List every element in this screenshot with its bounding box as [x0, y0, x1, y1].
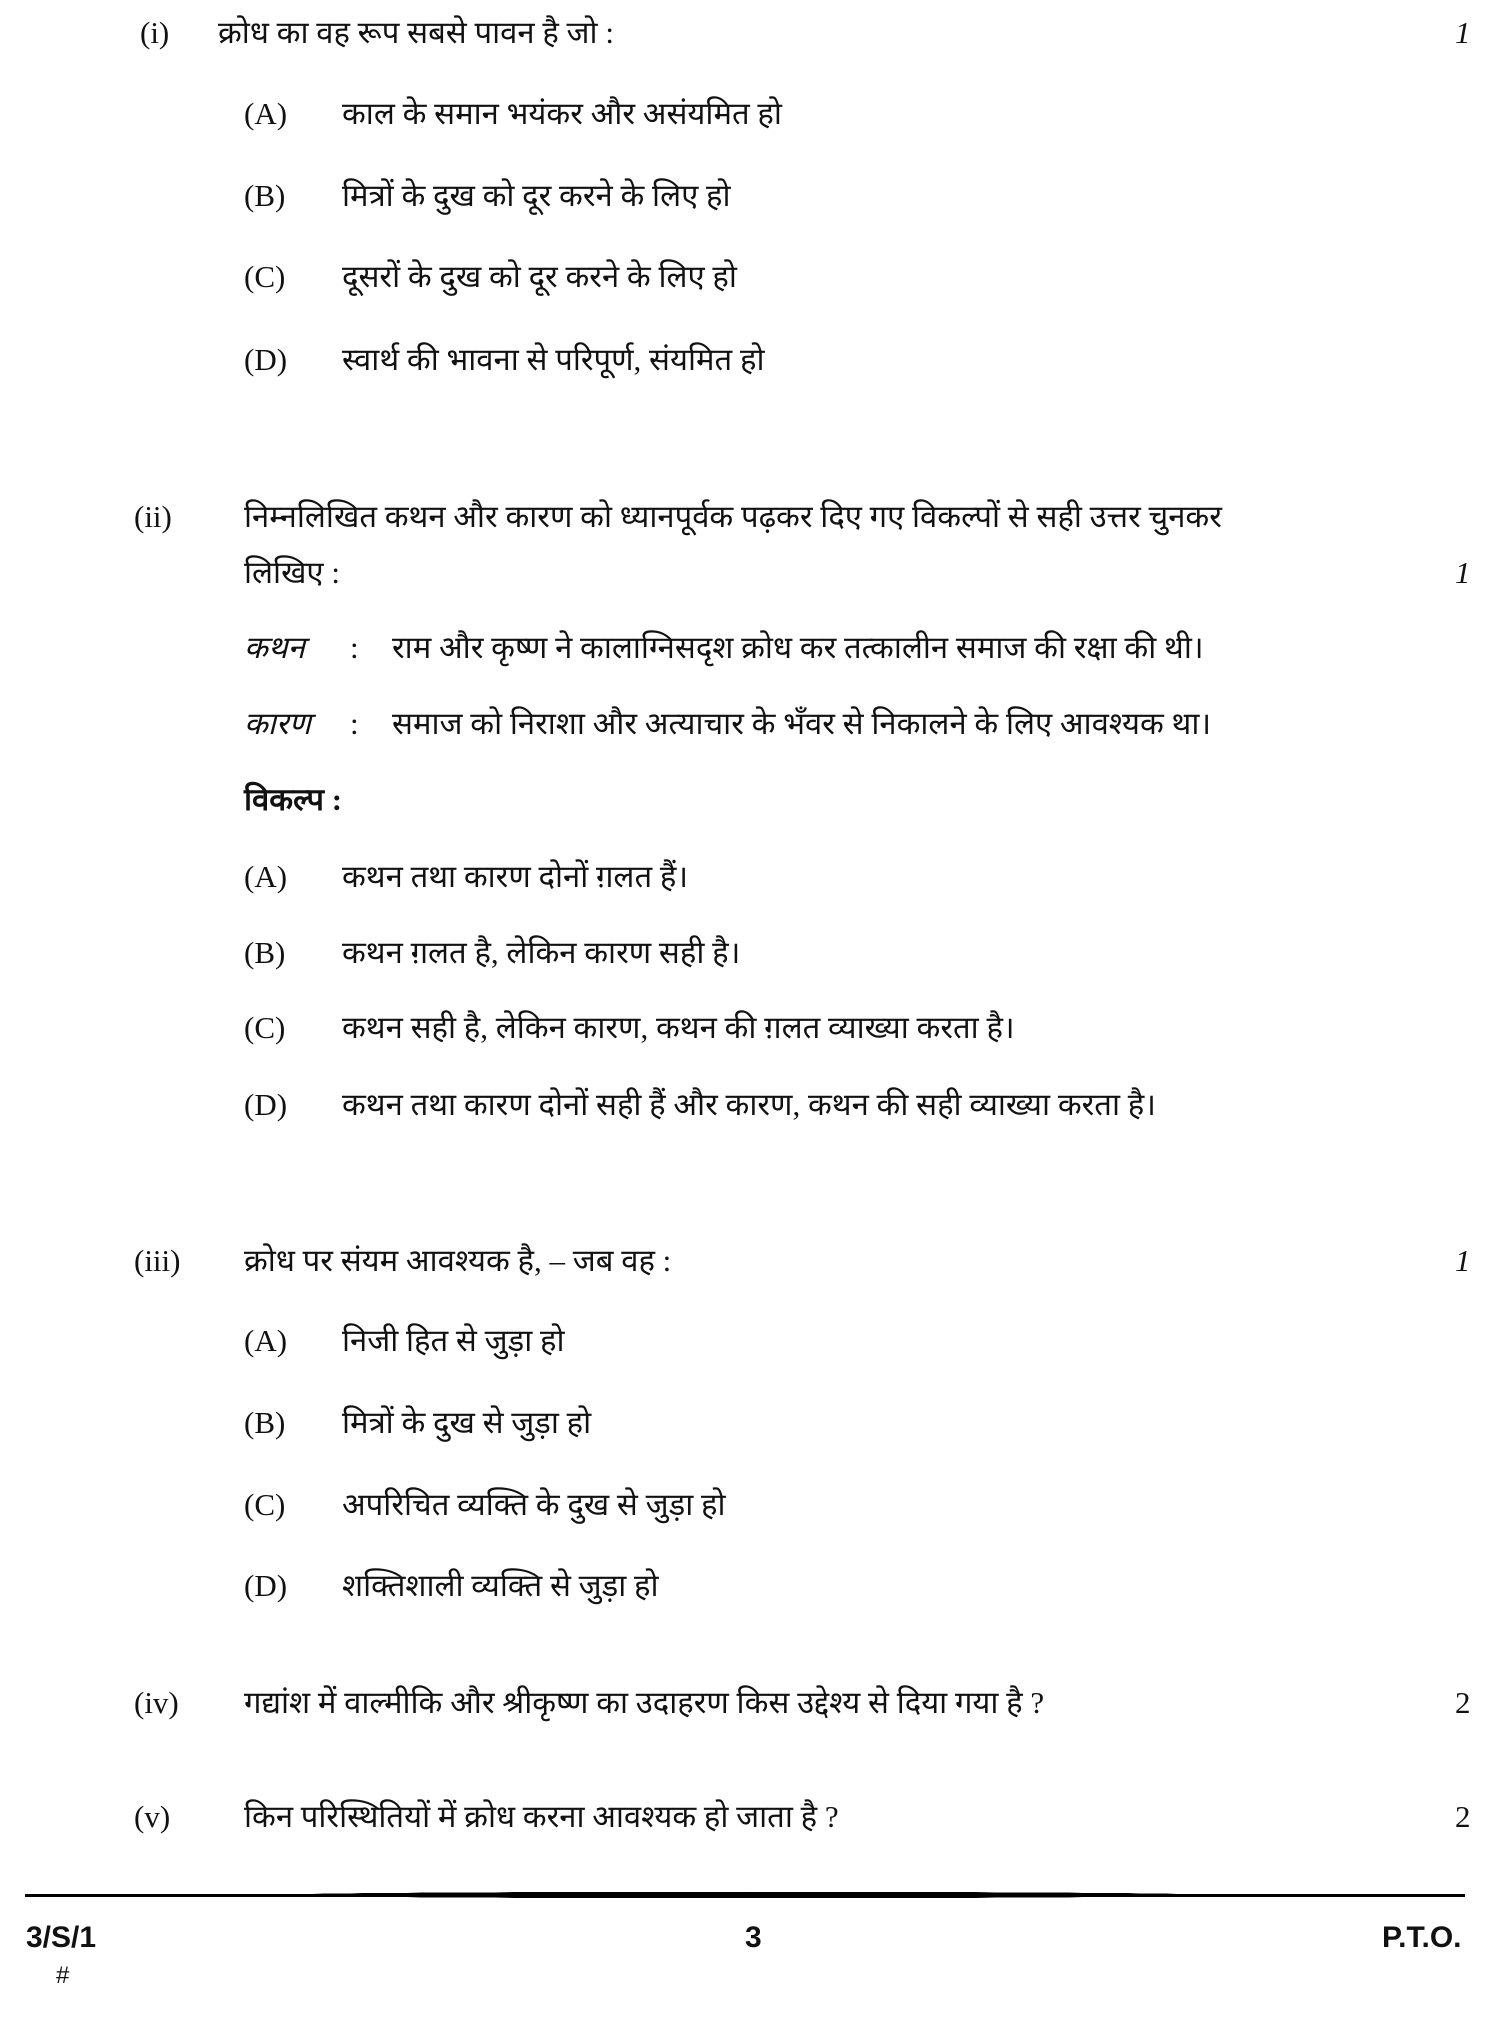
reason-text: समाज को निराशा और अत्याचार के भँवर से निकालने के लिए आवश्यक था।: [392, 706, 1212, 741]
question-number: (v): [134, 1799, 171, 1834]
separator: :: [350, 706, 359, 741]
pto-label: P.T.O.: [1382, 1921, 1462, 1954]
option-text: शक्तिशाली व्यक्ति से जुड़ा हो: [342, 1568, 659, 1603]
question-number: (i): [140, 15, 170, 50]
option-label: (D): [244, 342, 288, 377]
question-number: (iii): [134, 1243, 181, 1278]
question-text: निम्नलिखित कथन और कारण को ध्यानपूर्वक पढ़कर दिए गए विकल्पों से सही उत्तर चुनकर: [244, 499, 1222, 534]
question-text: क्रोध पर संयम आवश्यक है, – जब वह :: [244, 1243, 672, 1278]
option-text: दूसरों के दुख को दूर करने के लिए हो: [342, 259, 737, 294]
option-text: अपरिचित व्यक्ति के दुख से जुड़ा हो: [342, 1487, 726, 1522]
option-label: (B): [244, 935, 286, 970]
option-text: स्वार्थ की भावना से परिपूर्ण, संयमित हो: [342, 342, 765, 377]
option-text: मित्रों के दुख को दूर करने के लिए हो: [342, 178, 731, 213]
question-marks: 2: [1455, 1685, 1471, 1720]
option-text: कथन ग़लत है, लेकिन कारण सही है।: [342, 935, 741, 970]
question-marks: 1: [1455, 1243, 1471, 1278]
options-heading: विकल्प :: [244, 782, 343, 817]
option-label: (C): [244, 1010, 286, 1045]
option-text: कथन तथा कारण दोनों सही हैं और कारण, कथन की सही व्याख्या करता है।: [342, 1087, 1156, 1122]
option-label: (A): [244, 96, 288, 131]
option-text: कथन तथा कारण दोनों ग़लत हैं।: [342, 859, 689, 894]
question-marks: 2: [1455, 1799, 1471, 1834]
option-text: निजी हित से जुड़ा हो: [342, 1323, 565, 1358]
option-label: (C): [244, 1487, 286, 1522]
question-marks: 1: [1455, 555, 1471, 590]
option-text: मित्रों के दुख से जुड़ा हो: [342, 1405, 592, 1440]
question-text: गद्यांश में वाल्मीकि और श्रीकृष्ण का उदाहरण किस उद्देश्य से दिया गया है ?: [244, 1685, 1045, 1720]
assertion-text: राम और कृष्ण ने कालाग्निसदृश क्रोध कर तत्कालीन समाज की रक्षा की थी।: [392, 630, 1204, 665]
option-text: काल के समान भयंकर और असंयमित हो: [342, 96, 782, 131]
option-text: कथन सही है, लेकिन कारण, कथन की ग़लत व्याख्या करता है।: [342, 1010, 1015, 1045]
paper-code: 3/S/1: [26, 1921, 97, 1954]
question-number: (iv): [134, 1685, 179, 1720]
option-label: (D): [244, 1087, 288, 1122]
hash-mark: #: [56, 1962, 70, 1989]
footer-divider: [25, 1890, 1465, 1900]
option-label: (A): [244, 859, 288, 894]
question-text: क्रोध का वह रूप सबसे पावन है जो :: [218, 15, 614, 50]
option-label: (B): [244, 178, 286, 213]
option-label: (B): [244, 1405, 286, 1440]
option-label: (C): [244, 259, 286, 294]
question-text: किन परिस्थितियों में क्रोध करना आवश्यक हो जाता है ?: [244, 1799, 839, 1834]
separator: :: [350, 630, 359, 665]
question-marks: 1: [1455, 15, 1471, 50]
page-number: 3: [745, 1921, 762, 1954]
reason-label: कारण: [244, 706, 311, 741]
question-text: लिखिए :: [244, 555, 340, 590]
question-number: (ii): [134, 499, 172, 534]
option-label: (A): [244, 1323, 288, 1358]
assertion-label: कथन: [244, 630, 305, 665]
option-label: (D): [244, 1568, 288, 1603]
